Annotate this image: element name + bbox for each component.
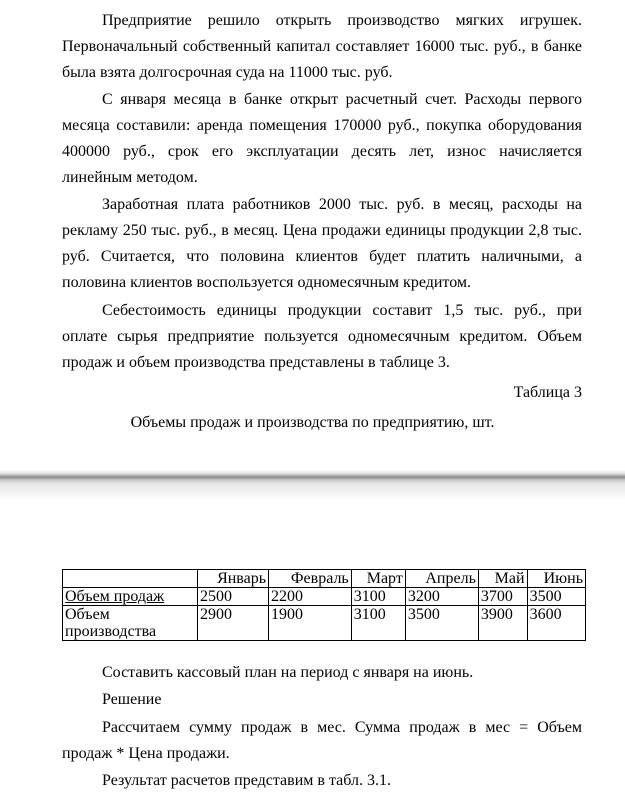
table-label: Таблица 3 xyxy=(513,384,582,401)
paragraph-intro: Предприятие решило открыть производство мягких игрушек. Первоначальный собственный капитал составляет 16000 тыс. руб., в банке была взята долгосрочная суда на 11000 тыс. руб. xyxy=(62,12,582,81)
paragraph-salary: Заработная плата работников 2000 тыс. руб. в месяц, расходы на рекламу 250 тыс. руб., в месяц. Цена продажи единицы продукции 2,8 тыс. руб. Считается, что половина клиентов будет платить наличными, а половина клиентов воспользуется одномесячным кредитом. xyxy=(62,196,582,291)
task-text: Составить кассовый план на период с января на июнь. xyxy=(102,664,474,681)
row-label: Объем продаж xyxy=(63,588,198,606)
table-cell: 3900 xyxy=(478,606,527,641)
paragraph-cost: Себестоимость единицы продукции составит 1,5 тыс. руб., при оплате сырья предприятие пользуется одномесячным кредитом. Объем продаж и объем производства представлены в таблице 3. xyxy=(62,302,582,371)
table-row xyxy=(63,606,586,641)
table-title: Объемы продаж и производства по предприятию, шт. xyxy=(130,414,495,431)
table-cell: 1900 xyxy=(269,606,352,641)
table-header-cell: Июнь xyxy=(527,570,585,588)
table-header-cell: Февраль xyxy=(269,570,352,588)
table-header-cell: Январь xyxy=(198,570,269,588)
table-header-cell xyxy=(63,570,198,588)
table-header-row xyxy=(63,570,586,588)
table-cell: 2200 xyxy=(269,588,352,606)
page-2 xyxy=(0,500,625,796)
page-separator xyxy=(0,470,625,500)
table-cell: 2500 xyxy=(198,588,269,606)
table-header-cell: Май xyxy=(478,570,527,588)
solution-heading: Решение xyxy=(102,691,162,708)
table-header-cell: Апрель xyxy=(405,570,478,588)
volumes-table xyxy=(62,569,586,641)
table-cell: 3200 xyxy=(405,588,478,606)
table-row xyxy=(63,588,586,606)
calculation-text: Рассчитаем сумму продаж в мес. Сумма продаж в мес = Объем продаж * Цена продажи. xyxy=(62,719,582,762)
table-cell: 3100 xyxy=(351,588,405,606)
table-cell: 2900 xyxy=(198,606,269,641)
table-cell: 3500 xyxy=(405,606,478,641)
table-cell: 3100 xyxy=(351,606,405,641)
table-cell: 3600 xyxy=(527,606,585,641)
row-label: Объем производства xyxy=(63,606,198,641)
table-cell: 3700 xyxy=(478,588,527,606)
table-cell: 3500 xyxy=(527,588,585,606)
paragraph-expenses: С января месяца в банке открыт расчетный счет. Расходы первого месяца составили: аренда помещения 170000 руб., покупка оборудования 400000 руб., срок его эксплуатации десять лет, износ начисляется линейным методом. xyxy=(62,91,582,186)
table-header-cell: Март xyxy=(351,570,405,588)
result-text: Результат расчетов представим в табл. 3.1. xyxy=(102,772,391,789)
